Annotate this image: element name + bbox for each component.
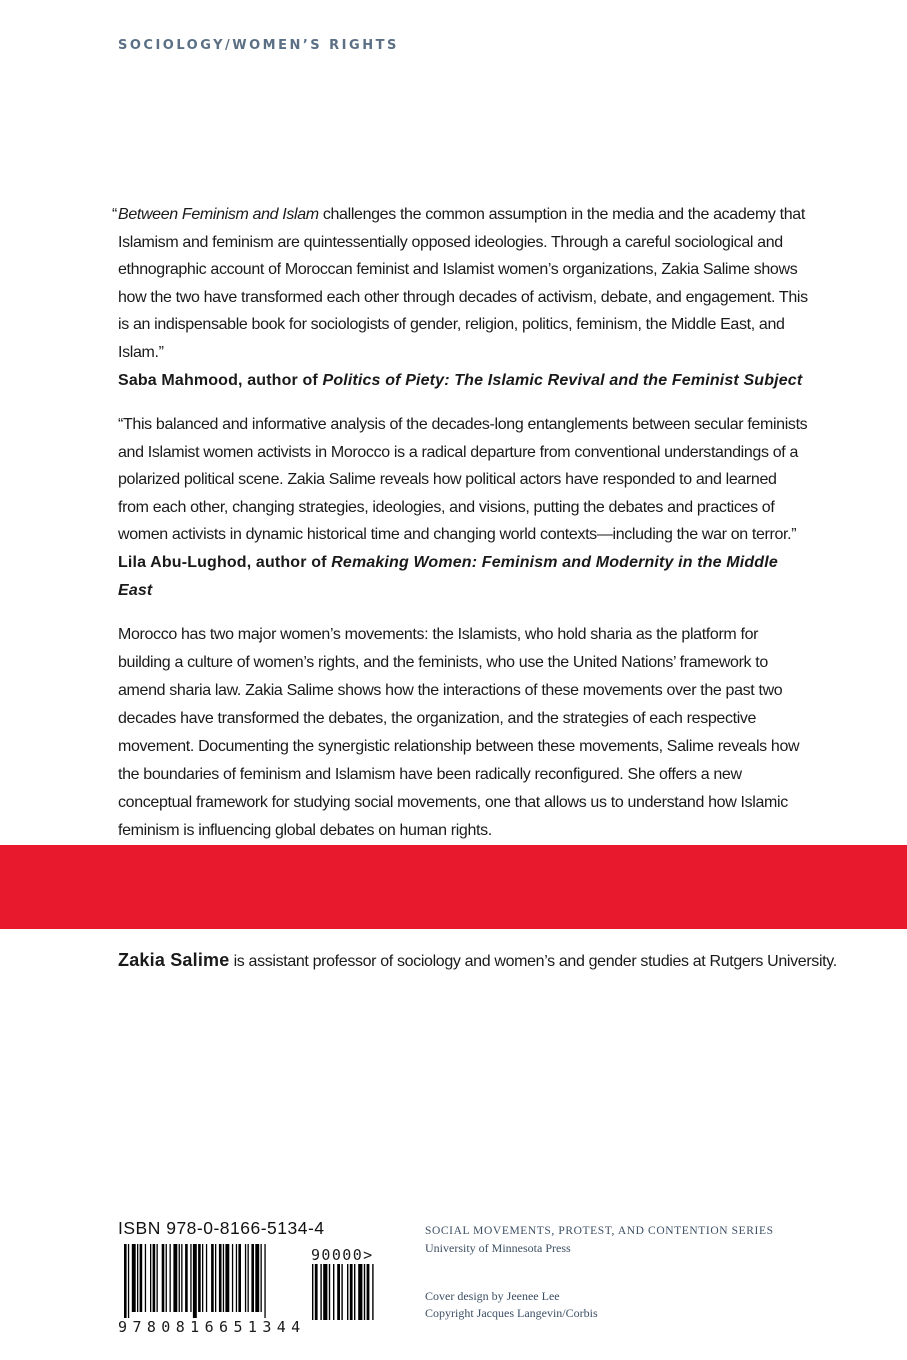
barcode-bar	[157, 1244, 158, 1312]
barcode-bar	[190, 1244, 191, 1312]
barcode-bar	[255, 1244, 259, 1312]
quote-2-work: Remaking Women: Feminism and Modernity in the Middle East	[118, 553, 778, 599]
barcode-bar	[132, 1244, 136, 1312]
barcode-bar	[162, 1244, 165, 1312]
barcode-bar	[202, 1244, 203, 1312]
addon-bar	[341, 1264, 342, 1320]
quote-1-author: Saba Mahmood, author of	[118, 371, 323, 389]
author-name: Zakia Salime	[118, 950, 230, 970]
quote-1-body: challenges the common assumption in the media and the academy that Islamism and feminism are quintessentially opposed ideologies. Through a careful sociological and ethnographic account of Moroccan feminist and Islamist women’s organizations, Zakia Salime shows how the two have transformed each other through decades of activism, debate, and engagement. This is an indispensable book for sociologists of gender, religion, politics, feminism, the Middle East, and Islam.”	[118, 206, 808, 361]
barcode-bar	[245, 1244, 246, 1312]
barcode-bar	[238, 1244, 241, 1312]
barcode-addon-digits: 90000>	[311, 1246, 374, 1264]
barcode-first-digit: 9	[118, 1318, 133, 1336]
addon-bar	[350, 1264, 353, 1320]
barcode-bar	[261, 1244, 262, 1312]
barcode-bar	[264, 1244, 265, 1320]
barcode-bar	[232, 1244, 233, 1312]
photo-copyright: Copyright Jacques Langevin/Corbis	[425, 1306, 598, 1320]
addon-bar	[312, 1264, 313, 1320]
addon-bar	[329, 1264, 330, 1320]
isbn-label: ISBN 978-0-8166-5134-4	[118, 1218, 325, 1238]
addon-bar	[372, 1264, 373, 1320]
addon-bar	[354, 1264, 355, 1320]
barcode-bar	[236, 1244, 237, 1312]
barcode-bar	[173, 1244, 177, 1312]
isbn-barcode	[118, 1218, 408, 1348]
barcode-bar	[181, 1244, 182, 1312]
book-title: Between Feminism and Islam	[118, 206, 319, 223]
addon-bar	[333, 1264, 334, 1320]
barcode-bar	[223, 1244, 224, 1312]
barcode-bar	[170, 1244, 171, 1312]
barcode-bar	[153, 1244, 156, 1312]
barcode-right-digits: 651344	[219, 1318, 306, 1336]
endorsement-quote-2	[118, 411, 808, 604]
addon-bar	[367, 1264, 370, 1320]
barcode-bar	[198, 1244, 201, 1312]
quote-2-author: Lila Abu-Lughod, author of	[118, 553, 332, 571]
barcode-bar	[248, 1244, 249, 1312]
author-bio	[118, 950, 878, 971]
addon-bar	[347, 1264, 348, 1320]
quote-2-body: “This balanced and informative analysis of the decades-long entanglements between secular feminists and Islamist women activists in Morocco is a radical departure from conventional understandings of a polarized political scene. Zakia Salime reveals how political actors have responded to and learned from each other, changing strategies, ideologies, and visions, putting the debates and practices of women activists in dynamic historical time and changing world contexts—including the war on terror.”	[118, 416, 808, 544]
endorsement-quote-1	[112, 201, 808, 394]
open-quote-mark: “	[112, 206, 117, 223]
barcode-bar	[179, 1244, 180, 1312]
quote-2-attribution	[118, 549, 808, 604]
addon-bar	[320, 1264, 321, 1320]
barcode-bar	[145, 1244, 146, 1312]
barcode-bar	[128, 1244, 129, 1320]
press-name: University of Minnesota Press	[425, 1241, 571, 1255]
barcode-bar	[166, 1244, 167, 1312]
addon-bar	[364, 1264, 365, 1320]
cover-design-credit: Cover design by Jeenee Lee	[425, 1289, 560, 1303]
barcode-bar	[140, 1244, 143, 1312]
quote-1-attribution	[118, 367, 808, 395]
addon-bar	[315, 1264, 318, 1320]
barcode-bar	[185, 1244, 188, 1312]
barcode-bar	[225, 1244, 229, 1312]
quote-1-work: Politics of Piety: The Islamic Revival and the Feminist Subject	[322, 371, 803, 389]
barcode-digits	[118, 1318, 408, 1336]
series-name: SOCIAL MOVEMENTS, PROTEST, AND CONTENTION SERIES	[425, 1225, 774, 1237]
barcode-bar	[215, 1244, 216, 1312]
author-bio-text: is assistant professor of sociology and women’s and gender studies at Rutgers University.	[229, 953, 837, 970]
addon-bar	[323, 1264, 327, 1320]
book-description: Morocco has two major women’s movements: the Islamists, who hold sharia as the platform for building a culture of women’s rights, and the feminists, who use the United Nations’ framework to amend sharia law. Zakia Salime shows how the interactions of these movements over the past two decades have transformed the debates, the organization, and the strategies of each respective movement. Documenting the synergistic relationship between these movements, Salime reveals how the boundaries of feminism and Islamism have been radically reconfigured. She offers a new conceptual framework for studying social movements, one that allows us to understand how Islamic feminism is influencing global debates on human rights.	[118, 626, 800, 839]
addon-bar	[337, 1264, 340, 1320]
barcode-bar	[150, 1244, 151, 1312]
cover-credits	[425, 1288, 598, 1322]
red-band	[0, 845, 907, 929]
barcode-bar	[219, 1244, 222, 1312]
barcode-bar	[251, 1244, 254, 1312]
barcode-bar	[137, 1244, 138, 1312]
addon-bar	[358, 1264, 362, 1320]
barcode-bar	[211, 1244, 214, 1312]
barcode-bar	[193, 1244, 197, 1320]
publisher-info	[425, 1223, 774, 1257]
category-label: SOCIOLOGY/WOMEN’S RIGHTS	[118, 38, 399, 53]
barcode-bar	[206, 1244, 207, 1312]
barcode-left-digits: 780816	[132, 1318, 220, 1336]
barcode-bar	[124, 1244, 127, 1320]
